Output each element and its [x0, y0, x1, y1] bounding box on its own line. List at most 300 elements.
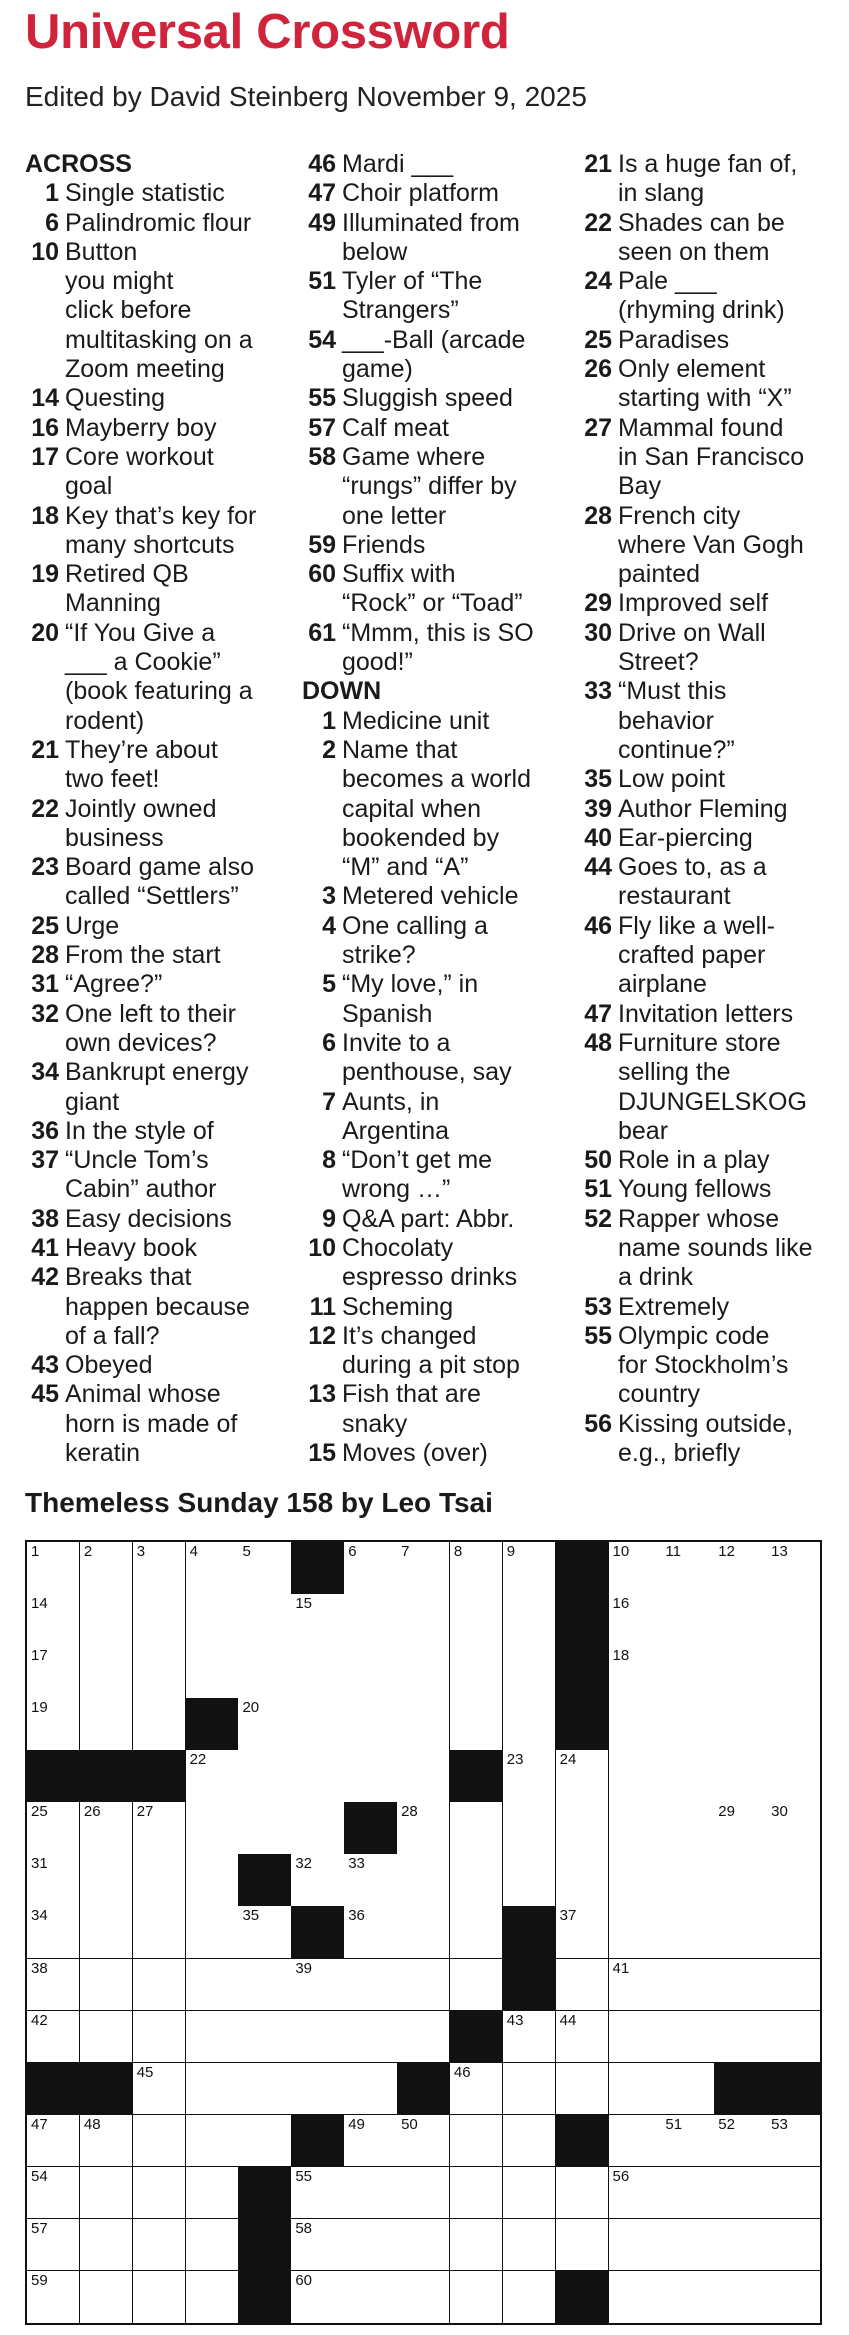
- grid-cell[interactable]: [397, 1854, 450, 1907]
- grid-cell[interactable]: [344, 1646, 397, 1699]
- editor-byline: Edited by David Steinberg November 9, 2025: [25, 81, 587, 112]
- grid-cell[interactable]: [133, 2271, 186, 2323]
- grid-cell[interactable]: [80, 1698, 133, 1751]
- grid-cell[interactable]: [291, 2271, 344, 2323]
- grid-cell[interactable]: [27, 1646, 80, 1699]
- clue: [302, 1146, 572, 1205]
- grid-block: [238, 2271, 291, 2323]
- clue-number: 56: [584, 1409, 612, 1438]
- grid-cell[interactable]: [397, 1594, 450, 1647]
- grid-cell[interactable]: [767, 1959, 820, 2012]
- grid-cell[interactable]: [767, 2219, 820, 2272]
- grid-cell[interactable]: [186, 1854, 239, 1907]
- grid-cell[interactable]: [397, 1750, 450, 1803]
- grid-cell[interactable]: [27, 1802, 80, 1855]
- grid-cell[interactable]: [80, 1959, 133, 2012]
- grid-cell[interactable]: [714, 2115, 767, 2168]
- clue: [25, 941, 295, 970]
- grid-cell[interactable]: [186, 1594, 239, 1647]
- grid-cell[interactable]: [714, 1698, 767, 1751]
- clue-number: 61: [308, 618, 336, 647]
- clue: [25, 209, 295, 238]
- grid-cell[interactable]: [344, 1854, 397, 1907]
- grid-cell[interactable]: [767, 1802, 820, 1855]
- grid-cell[interactable]: [503, 1594, 556, 1647]
- grid-cell[interactable]: [767, 1594, 820, 1647]
- clue: [25, 1234, 295, 1263]
- clue-text: Role in a play: [618, 1146, 770, 1175]
- grid-cell[interactable]: [133, 1854, 186, 1907]
- grid-cell[interactable]: [291, 1646, 344, 1699]
- grid-number: 38: [31, 1959, 48, 1977]
- clue-text: Animal whose horn is made of keratin: [65, 1380, 238, 1468]
- grid-cell[interactable]: [661, 2167, 714, 2220]
- grid-block: [450, 2011, 503, 2064]
- grid-cell[interactable]: [609, 1854, 662, 1907]
- grid-cell[interactable]: [609, 2115, 662, 2168]
- grid-cell[interactable]: [714, 1802, 767, 1855]
- clue: [302, 414, 572, 443]
- grid-cell[interactable]: [186, 1959, 239, 2012]
- grid-cell[interactable]: [714, 1959, 767, 2012]
- grid-cell[interactable]: [767, 2271, 820, 2323]
- grid-cell[interactable]: [238, 1802, 291, 1855]
- clue-text: Easy decisions: [65, 1204, 232, 1233]
- grid-cell[interactable]: [80, 1802, 133, 1855]
- grid-cell[interactable]: [450, 1646, 503, 1699]
- clue-text: Fly like a well- crafted paper airplane: [618, 911, 775, 999]
- clue-number: 42: [31, 1263, 59, 1292]
- grid-cell[interactable]: [291, 1854, 344, 1907]
- clue-text: Goes to, as a restaurant: [618, 853, 767, 911]
- clue-number: 17: [31, 442, 59, 471]
- grid-cell[interactable]: [767, 2011, 820, 2064]
- grid-cell[interactable]: [238, 2011, 291, 2064]
- grid-cell[interactable]: [344, 1542, 397, 1595]
- grid-cell[interactable]: [556, 2063, 609, 2116]
- grid-cell[interactable]: [291, 2167, 344, 2220]
- grid-cell[interactable]: [80, 2167, 133, 2220]
- grid-cell[interactable]: [238, 1542, 291, 1595]
- grid-cell[interactable]: [450, 1854, 503, 1907]
- grid-cell[interactable]: [609, 2011, 662, 2064]
- grid-cell[interactable]: [80, 2219, 133, 2272]
- grid-cell[interactable]: [133, 1542, 186, 1595]
- grid-cell[interactable]: [503, 2063, 556, 2116]
- grid-cell[interactable]: [344, 1959, 397, 2012]
- clue-number: 35: [584, 765, 612, 794]
- grid-number: 26: [83, 1803, 101, 1821]
- grid-cell[interactable]: [80, 2271, 133, 2323]
- clue-number: 1: [45, 179, 59, 208]
- clue-text: Name that becomes a world capital when bookended by “M” and “A”: [342, 735, 531, 882]
- grid-cell[interactable]: [186, 2167, 239, 2220]
- grid-cell[interactable]: [450, 2219, 503, 2272]
- grid-cell[interactable]: [397, 1698, 450, 1751]
- grid-cell[interactable]: [714, 1906, 767, 1959]
- grid-cell[interactable]: [27, 2167, 80, 2220]
- clue: [25, 853, 295, 912]
- clue: [578, 677, 848, 765]
- clue: [302, 1088, 572, 1147]
- grid-cell[interactable]: [767, 1854, 820, 1907]
- grid-cell[interactable]: [291, 2219, 344, 2272]
- section-heading: ACROSS: [25, 150, 132, 178]
- grid-cell[interactable]: [27, 1959, 80, 2012]
- grid-cell[interactable]: [133, 2115, 186, 2168]
- clue: [578, 619, 848, 678]
- grid-cell[interactable]: [186, 1542, 239, 1595]
- grid-cell[interactable]: [556, 2167, 609, 2220]
- grid-cell[interactable]: [556, 1802, 609, 1855]
- grid-cell[interactable]: [556, 1959, 609, 2012]
- clue-number: 25: [31, 911, 59, 940]
- clue-text: Drive on Wall Street?: [618, 618, 766, 677]
- clue-number: 43: [31, 1351, 59, 1380]
- clue: [25, 179, 295, 208]
- grid-cell[interactable]: [133, 2167, 186, 2220]
- grid-cell[interactable]: [344, 2271, 397, 2323]
- grid-cell[interactable]: [450, 2167, 503, 2220]
- grid-block: [238, 1854, 291, 1907]
- grid-cell[interactable]: [503, 1698, 556, 1751]
- grid-number: 55: [295, 2167, 313, 2185]
- clue-text: Mayberry boy: [65, 413, 217, 442]
- grid-cell[interactable]: [344, 2063, 397, 2116]
- grid-cell[interactable]: [397, 2167, 450, 2220]
- grid-number: 2: [83, 1543, 93, 1560]
- grid-cell[interactable]: [186, 2011, 239, 2064]
- grid-cell[interactable]: [661, 1646, 714, 1699]
- clue-text: Improved self: [618, 589, 769, 618]
- grid-cell[interactable]: [714, 1542, 767, 1595]
- grid-cell[interactable]: [80, 1542, 133, 1595]
- grid-cell[interactable]: [503, 2011, 556, 2064]
- grid-cell[interactable]: [556, 1854, 609, 1907]
- grid-cell[interactable]: [609, 1646, 662, 1699]
- grid-cell[interactable]: [344, 2115, 397, 2168]
- grid-number: 56: [612, 2167, 630, 2185]
- grid-cell[interactable]: [27, 2219, 80, 2272]
- grid-cell[interactable]: [767, 1646, 820, 1699]
- grid-cell[interactable]: [503, 1854, 556, 1907]
- clue-text: Jointly owned business: [65, 794, 217, 852]
- puzzle-publication-title: Universal Crossword: [25, 5, 510, 59]
- clue: [302, 736, 572, 882]
- grid-cell[interactable]: [661, 1698, 714, 1751]
- clue-number: 33: [584, 677, 612, 706]
- grid-cell[interactable]: [661, 2219, 714, 2272]
- grid-cell[interactable]: [503, 2115, 556, 2168]
- clue: [25, 1263, 295, 1351]
- grid-cell[interactable]: [238, 1906, 291, 1959]
- grid-cell[interactable]: [397, 2011, 450, 2064]
- clue: [578, 502, 848, 590]
- grid-block: [556, 2271, 609, 2323]
- grid-cell[interactable]: [661, 1959, 714, 2012]
- grid-cell[interactable]: [133, 2011, 186, 2064]
- grid-cell[interactable]: [397, 1646, 450, 1699]
- grid-cell[interactable]: [609, 1959, 662, 2012]
- clue-text: Pale ___ (rhyming drink): [618, 267, 785, 325]
- grid-number: 31: [31, 1855, 48, 1873]
- grid-number: 10: [612, 1543, 630, 1560]
- grid-cell[interactable]: [291, 2063, 344, 2116]
- clue-text: Q&A part: Abbr.: [342, 1204, 515, 1233]
- clue-text: Kissing outside, e.g., briefly: [618, 1409, 794, 1468]
- grid-cell[interactable]: [27, 1854, 80, 1907]
- grid-cell[interactable]: [397, 2115, 450, 2168]
- clue-text: Core workout goal: [65, 442, 214, 501]
- grid-cell[interactable]: [609, 1698, 662, 1751]
- grid-cell[interactable]: [503, 1646, 556, 1699]
- clue-number: 14: [31, 384, 59, 413]
- grid-cell[interactable]: [503, 2219, 556, 2272]
- clue-text: Fish that are snaky: [342, 1380, 481, 1438]
- grid-cell[interactable]: [767, 1542, 820, 1595]
- grid-cell[interactable]: [133, 1959, 186, 2012]
- grid-cell[interactable]: [450, 2063, 503, 2116]
- grid-cell[interactable]: [661, 2271, 714, 2323]
- clue-text: Ear-piercing: [618, 823, 753, 852]
- clue: [302, 1234, 572, 1293]
- grid-cell[interactable]: [27, 1542, 80, 1595]
- clue-number: 16: [31, 413, 59, 442]
- clue: [578, 1293, 848, 1322]
- grid-cell[interactable]: [291, 1698, 344, 1751]
- grid-cell[interactable]: [133, 1698, 186, 1751]
- clue-text: Metered vehicle: [342, 882, 519, 911]
- grid-cell[interactable]: [556, 1750, 609, 1803]
- clue-text: It’s changed during a pit stop: [342, 1321, 520, 1380]
- grid-cell[interactable]: [609, 1594, 662, 1647]
- clue: [302, 179, 572, 208]
- grid-cell[interactable]: [291, 2011, 344, 2064]
- grid-cell[interactable]: [397, 2219, 450, 2272]
- grid-number: 27: [136, 1803, 154, 1821]
- grid-number: 19: [31, 1699, 48, 1717]
- grid-number: 24: [559, 1751, 577, 1769]
- grid-number: 30: [771, 1803, 788, 1821]
- grid-cell[interactable]: [80, 1854, 133, 1907]
- grid-block: [291, 1542, 344, 1595]
- clue-number: 26: [584, 355, 612, 384]
- clue-text: Breaks that happen because of a fall?: [65, 1263, 250, 1350]
- clue: [25, 414, 295, 443]
- grid-cell[interactable]: [133, 1646, 186, 1699]
- grid-cell[interactable]: [133, 2219, 186, 2272]
- grid-cell[interactable]: [186, 2219, 239, 2272]
- grid-cell[interactable]: [609, 2063, 662, 2116]
- grid-cell[interactable]: [186, 1906, 239, 1959]
- grid-cell[interactable]: [344, 2219, 397, 2272]
- grid-cell[interactable]: [238, 1698, 291, 1751]
- grid-cell[interactable]: [27, 1906, 80, 1959]
- grid-cell[interactable]: [27, 1698, 80, 1751]
- grid-cell[interactable]: [238, 1959, 291, 2012]
- grid-block: [27, 1750, 80, 1803]
- grid-cell[interactable]: [344, 1594, 397, 1647]
- grid-cell[interactable]: [186, 1646, 239, 1699]
- grid-cell[interactable]: [503, 1750, 556, 1803]
- grid-number: 13: [771, 1543, 788, 1560]
- grid-cell[interactable]: [714, 1646, 767, 1699]
- grid-cell[interactable]: [27, 2115, 80, 2168]
- grid-cell[interactable]: [609, 2271, 662, 2323]
- grid-cell[interactable]: [503, 1802, 556, 1855]
- grid-block: [397, 2063, 450, 2116]
- grid-cell[interactable]: [767, 2167, 820, 2220]
- grid-cell[interactable]: [661, 1802, 714, 1855]
- grid-cell[interactable]: [767, 2115, 820, 2168]
- clue: [578, 1410, 848, 1469]
- grid-cell[interactable]: [767, 1698, 820, 1751]
- grid-cell[interactable]: [450, 2271, 503, 2323]
- grid-cell[interactable]: [714, 2271, 767, 2323]
- grid-cell[interactable]: [661, 1750, 714, 1803]
- grid-cell[interactable]: [291, 1802, 344, 1855]
- grid-cell[interactable]: [238, 1646, 291, 1699]
- grid-cell[interactable]: [344, 1698, 397, 1751]
- grid-cell[interactable]: [714, 2219, 767, 2272]
- grid-number: 45: [136, 2063, 154, 2081]
- grid-cell[interactable]: [186, 2063, 239, 2116]
- grid-cell[interactable]: [661, 1854, 714, 1907]
- clue-number: 37: [31, 1146, 59, 1175]
- grid-cell[interactable]: [238, 1594, 291, 1647]
- grid-cell[interactable]: [450, 1802, 503, 1855]
- clue: [302, 619, 572, 678]
- clue-text: Friends: [342, 530, 426, 559]
- grid-cell[interactable]: [27, 2271, 80, 2323]
- grid-number: 35: [242, 1907, 260, 1925]
- grid-cell[interactable]: [186, 1802, 239, 1855]
- grid-cell[interactable]: [661, 2011, 714, 2064]
- grid-cell[interactable]: [661, 2115, 714, 2168]
- grid-cell[interactable]: [344, 2167, 397, 2220]
- grid-cell[interactable]: [556, 1906, 609, 1959]
- clue-text: ___-Ball (arcade game): [342, 325, 526, 384]
- grid-cell[interactable]: [238, 1750, 291, 1803]
- grid-cell[interactable]: [133, 2063, 186, 2116]
- clue-text: Paradises: [618, 325, 730, 354]
- grid-cell[interactable]: [556, 2219, 609, 2272]
- grid-cell[interactable]: [450, 1542, 503, 1595]
- grid-block: [450, 1750, 503, 1803]
- grid-cell[interactable]: [450, 1594, 503, 1647]
- grid-number: 59: [31, 2271, 48, 2289]
- grid-cell[interactable]: [133, 1802, 186, 1855]
- clue-text: Choir platform: [342, 179, 499, 208]
- grid-number: 47: [31, 2115, 48, 2133]
- grid-number: 39: [295, 1959, 313, 1977]
- grid-cell[interactable]: [397, 1542, 450, 1595]
- grid-block: [503, 1959, 556, 2012]
- grid-number: 54: [31, 2167, 48, 2185]
- grid-cell[interactable]: [80, 1594, 133, 1647]
- grid-cell[interactable]: [80, 2011, 133, 2064]
- clue: [302, 267, 572, 326]
- grid-cell[interactable]: [238, 2115, 291, 2168]
- grid-cell[interactable]: [397, 1906, 450, 1959]
- grid-block: [186, 1698, 239, 1751]
- grid-cell[interactable]: [714, 1750, 767, 1803]
- grid-cell[interactable]: [503, 2167, 556, 2220]
- grid-cell[interactable]: [344, 1906, 397, 1959]
- grid-cell[interactable]: [609, 2219, 662, 2272]
- grid-number: 5: [242, 1543, 251, 1560]
- grid-cell[interactable]: [80, 1906, 133, 1959]
- grid-cell[interactable]: [503, 2271, 556, 2323]
- grid-cell[interactable]: [27, 2011, 80, 2064]
- grid-cell[interactable]: [767, 1906, 820, 1959]
- grid-cell[interactable]: [556, 2011, 609, 2064]
- clue-text: Young fellows: [618, 1175, 772, 1204]
- grid-cell[interactable]: [397, 1802, 450, 1855]
- grid-cell[interactable]: [661, 1542, 714, 1595]
- grid-cell[interactable]: [714, 1594, 767, 1647]
- grid-cell[interactable]: [133, 1594, 186, 1647]
- grid-cell[interactable]: [186, 2271, 239, 2323]
- clue-text: Heavy book: [65, 1233, 198, 1262]
- clue: [25, 502, 295, 561]
- grid-cell[interactable]: [661, 1594, 714, 1647]
- grid-cell[interactable]: [291, 1750, 344, 1803]
- clue-number: 1: [322, 706, 336, 735]
- grid-block: [291, 1906, 344, 1959]
- grid-cell[interactable]: [661, 2063, 714, 2116]
- grid-cell[interactable]: [661, 1906, 714, 1959]
- clue-number: 50: [584, 1146, 612, 1175]
- grid-cell[interactable]: [80, 1646, 133, 1699]
- grid-cell[interactable]: [27, 1594, 80, 1647]
- grid-number: 48: [83, 2115, 101, 2133]
- grid-cell[interactable]: [714, 2011, 767, 2064]
- clue: [578, 1146, 848, 1175]
- grid-cell[interactable]: [609, 1750, 662, 1803]
- grid-number: 42: [31, 2011, 48, 2029]
- grid-cell[interactable]: [397, 2271, 450, 2323]
- grid-cell[interactable]: [767, 1750, 820, 1803]
- grid-cell[interactable]: [291, 1594, 344, 1647]
- grid-cell[interactable]: [450, 1959, 503, 2012]
- clue-number: 30: [584, 618, 612, 647]
- grid-cell[interactable]: [238, 2063, 291, 2116]
- grid-cell[interactable]: [714, 1854, 767, 1907]
- grid-cell[interactable]: [344, 2011, 397, 2064]
- grid-cell[interactable]: [186, 2115, 239, 2168]
- grid-cell[interactable]: [80, 2115, 133, 2168]
- grid-cell[interactable]: [291, 1959, 344, 2012]
- grid-cell[interactable]: [609, 1542, 662, 1595]
- grid-number: 36: [348, 1907, 365, 1925]
- grid-cell[interactable]: [450, 1698, 503, 1751]
- grid-cell[interactable]: [450, 2115, 503, 2168]
- grid-cell[interactable]: [397, 1959, 450, 2012]
- grid-cell[interactable]: [344, 1750, 397, 1803]
- clue-number: 58: [308, 442, 336, 471]
- clue: [25, 619, 295, 736]
- grid-cell[interactable]: [609, 1906, 662, 1959]
- grid-cell[interactable]: [133, 1906, 186, 1959]
- grid-cell[interactable]: [609, 2167, 662, 2220]
- grid-cell[interactable]: [186, 1750, 239, 1803]
- clue-text: Mammal found in San Francisco Bay: [618, 413, 805, 501]
- grid-cell[interactable]: [609, 1802, 662, 1855]
- grid-cell[interactable]: [503, 1542, 556, 1595]
- grid-cell[interactable]: [714, 2167, 767, 2220]
- grid-cell[interactable]: [450, 1906, 503, 1959]
